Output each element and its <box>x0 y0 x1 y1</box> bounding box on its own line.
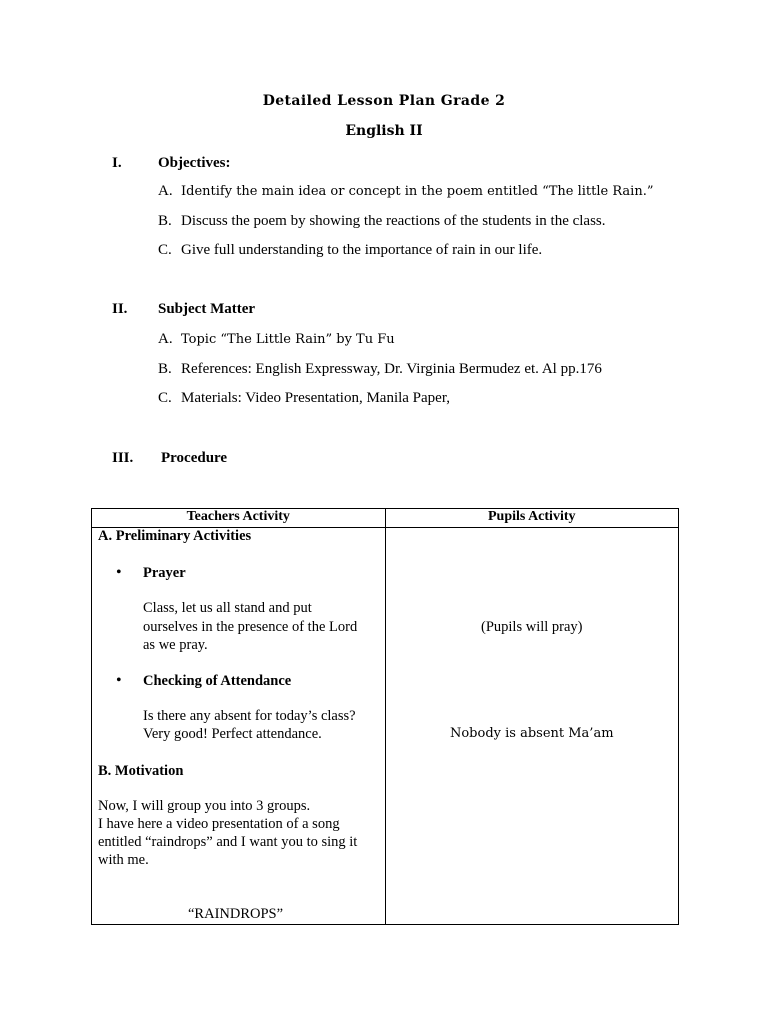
motivation-heading: B. Motivation <box>98 763 184 779</box>
bullet-icon: • <box>116 672 122 689</box>
subject-matter-heading: Subject Matter <box>158 301 256 317</box>
procedure-number: III. <box>112 450 134 466</box>
objectives-heading: Objectives: <box>158 155 231 171</box>
motivation-line: entitled “raindrops” and I want you to sing it <box>98 834 358 850</box>
item-text: References: English Expressway, Dr. Virginia Bermudez et. Al pp.176 <box>181 361 602 377</box>
item-text: Identify the main idea or concept in the poem entitled “The little Rain.” <box>181 184 654 199</box>
subject-item <box>158 390 450 407</box>
item-text: Discuss the poem by showing the reactions of the students in the class. <box>181 213 606 229</box>
prayer-line: ourselves in the presence of the Lord <box>143 619 358 635</box>
objectives-number: I. <box>112 155 122 171</box>
item-letter: A. <box>158 183 173 199</box>
prayer-line: as we pray. <box>143 637 208 653</box>
subject-matter-number: II. <box>112 301 128 317</box>
objective-item <box>158 242 542 259</box>
table-header-row <box>92 509 679 528</box>
pupils-activity-header: Pupils Activity <box>385 509 679 528</box>
prayer-line: Class, let us all stand and put <box>143 600 312 616</box>
objective-item <box>158 183 654 200</box>
song-title: “RAINDROPS” <box>188 906 284 922</box>
attendance-title: Checking of Attendance <box>143 673 292 689</box>
pupils-response-prayer: (Pupils will pray) <box>481 619 583 635</box>
item-text: Give full understanding to the importance of rain in our life. <box>181 242 543 258</box>
document-title: Detailed Lesson Plan Grade 2 <box>262 93 506 109</box>
motivation-line: Now, I will group you into 3 groups. <box>98 798 311 814</box>
motivation-line: I have here a video presentation of a song <box>98 816 340 832</box>
procedure-table <box>91 508 679 925</box>
item-letter: C. <box>158 390 172 406</box>
item-letter: B. <box>158 213 172 229</box>
item-text: Materials: Video Presentation, Manila Paper, <box>181 390 450 406</box>
document-subtitle: English II <box>345 123 423 139</box>
motivation-line: with me. <box>98 852 149 868</box>
prayer-title: Prayer <box>143 565 186 581</box>
item-text: Topic “The Little Rain” by Tu Fu <box>181 332 395 347</box>
procedure-heading: Procedure <box>161 450 228 466</box>
objective-item <box>158 213 606 230</box>
teachers-activity-header: Teachers Activity <box>92 509 386 528</box>
preliminary-activities-heading: A. Preliminary Activities <box>98 528 252 544</box>
teacher-cell <box>92 528 386 925</box>
attendance-line: Very good! Perfect attendance. <box>143 726 322 742</box>
pupils-cell <box>385 528 679 925</box>
attendance-line: Is there any absent for today’s class? <box>143 708 356 724</box>
item-letter: A. <box>158 331 173 347</box>
bullet-icon: • <box>116 564 122 581</box>
subject-item <box>158 331 395 348</box>
pupils-response-attendance: Nobody is absent Ma’am <box>449 726 614 741</box>
table-row <box>92 528 679 925</box>
subject-item <box>158 361 602 378</box>
item-letter: B. <box>158 361 172 377</box>
item-letter: C. <box>158 242 172 258</box>
